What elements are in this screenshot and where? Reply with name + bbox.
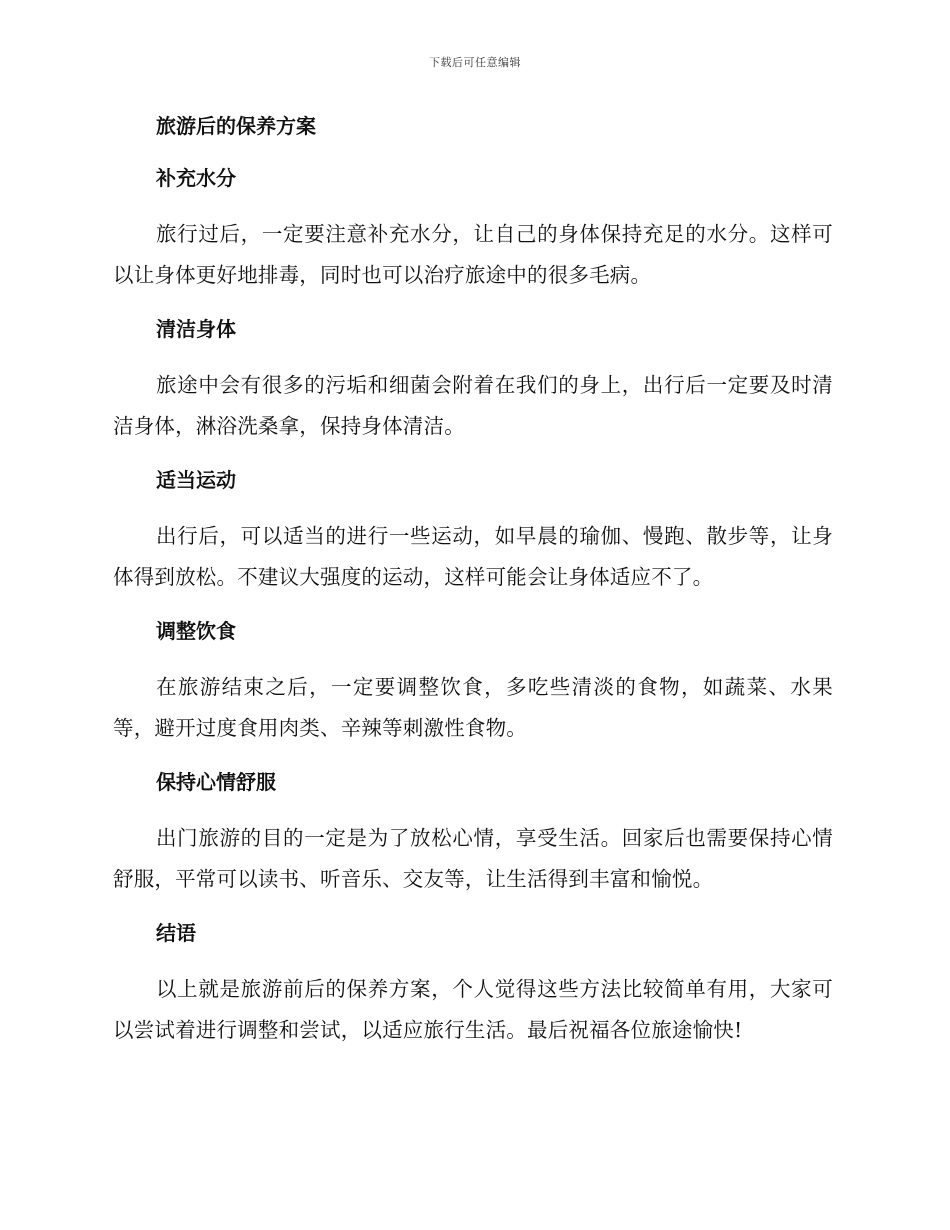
document-title: 旅游后的保养方案 (156, 114, 316, 138)
section-body: 出行后，可以适当的进行一些运动，如早晨的瑜伽、慢跑、散步等，让身体得到放松。不建议大强度的运动，这样可能会让身体适应不了。 (113, 524, 833, 589)
section-exercise (113, 464, 833, 598)
section-body: 以上就是旅游前后的保养方案，个人觉得这些方法比较简单有用，大家可以尝试着进行调整和尝试，以适应旅行生活。最后祝福各位旅途愉快! (113, 977, 833, 1042)
section-heading: 适当运动 (156, 468, 236, 492)
document-content (113, 110, 833, 1068)
section-body: 出门旅游的目的一定是为了放松心情，享受生活。回家后也需要保持心情舒服，平常可以读书、听音乐、交友等，让生活得到丰富和愉悦。 (113, 826, 833, 891)
section-body: 旅途中会有很多的污垢和细菌会附着在我们的身上，出行后一定要及时清洁身体，淋浴洗桑拿，保持身体清洁。 (113, 373, 833, 438)
section-hydration (113, 162, 833, 296)
section-body: 在旅游结束之后，一定要调整饮食，多吃些清淡的食物，如蔬菜、水果等，避开过度食用肉类、辛辣等刺激性食物。 (113, 675, 833, 740)
section-heading: 结语 (156, 921, 196, 945)
section-cleaning (113, 313, 833, 447)
section-heading: 调整饮食 (156, 619, 236, 643)
section-heading: 清洁身体 (156, 317, 236, 341)
section-body: 旅行过后，一定要注意补充水分，让自己的身体保持充足的水分。这样可以让身体更好地排毒，同时也可以治疗旅途中的很多毛病。 (113, 222, 833, 287)
section-conclusion (113, 917, 833, 1051)
page-header-note: 下载后可任意编辑 (429, 56, 521, 69)
section-heading: 保持心情舒服 (156, 770, 276, 794)
section-heading: 补充水分 (156, 166, 236, 190)
section-mood (113, 766, 833, 900)
section-diet (113, 615, 833, 749)
